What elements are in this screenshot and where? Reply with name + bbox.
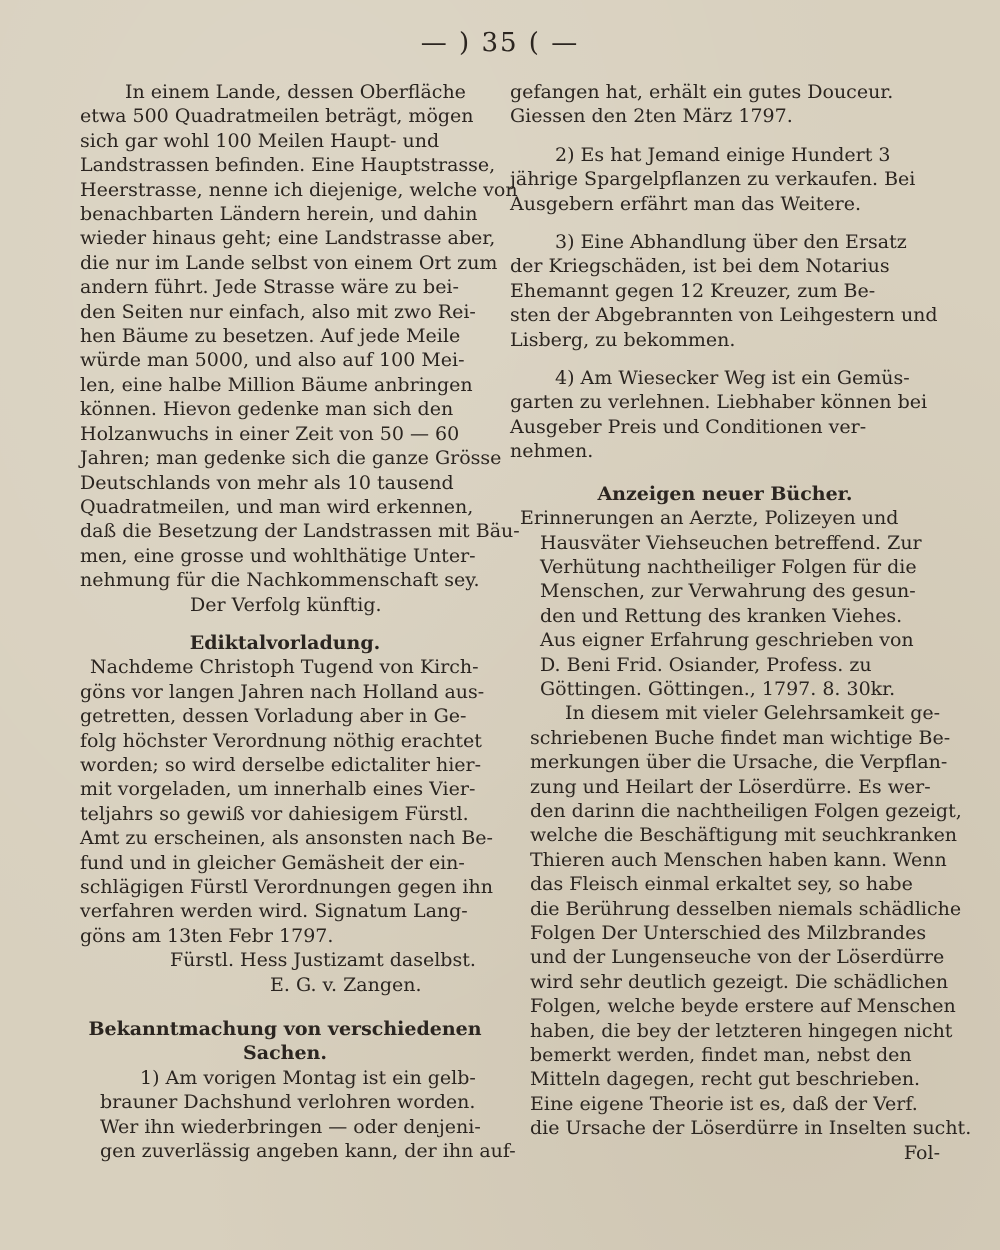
text-line: Amt zu erscheinen, als ansonsten nach Be- xyxy=(80,827,493,850)
book-title xyxy=(510,506,940,701)
text-line: Hausväter Viehseuchen betreffend. Zur xyxy=(540,531,922,554)
catchword: Fol- xyxy=(903,1141,940,1164)
notice-1-continuation xyxy=(510,80,940,129)
text-line: Mitteln dagegen, recht gut beschrieben. xyxy=(530,1068,921,1091)
text-line: getretten, dessen Vorladung aber in Ge- xyxy=(80,705,467,728)
text-line: wieder hinaus geht; eine Landstrasse aber, xyxy=(80,227,496,250)
text-line: welche die Beschäftigung mit seuchkranken xyxy=(530,824,958,847)
text-line: Deutschlands von mehr als 10 tausend xyxy=(80,471,454,494)
page-number: — ) 35 ( — xyxy=(420,28,580,58)
text-line: Jahren; man gedenke sich die ganze Grösse xyxy=(80,447,502,470)
text-line: worden; so wird derselbe edictaliter hier- xyxy=(80,753,482,776)
text-line: merkungen über die Ursache, die Verpflan- xyxy=(530,751,948,774)
book-review xyxy=(510,701,972,1140)
text-line: 1) Am vorigen Montag ist ein gelb- xyxy=(140,1066,476,1089)
text-line: 4) Am Wiesecker Weg ist ein Gemüs- xyxy=(555,367,910,390)
text-line: Thieren auch Menschen haben kann. Wenn xyxy=(530,848,947,871)
article-avenue-trees xyxy=(80,80,520,593)
text-line: In diesem mit vieler Gelehrsamkeit ge- xyxy=(565,702,941,725)
text-line: Giessen den 2ten März 1797. xyxy=(510,105,793,128)
text-line: mit vorgeladen, um innerhalb eines Vier- xyxy=(80,778,476,801)
text-line: gen zuverlässig angeben kann, der ihn auf- xyxy=(100,1140,516,1163)
text-line: D. Beni Frid. Osiander, Profess. zu xyxy=(540,653,872,676)
text-line: garten zu verlehnen. Liebhaber können bei xyxy=(510,391,928,414)
text-line: verfahren werden wird. Signatum Lang- xyxy=(80,900,468,923)
notice-2-text xyxy=(510,143,940,216)
text-line: Quadratmeilen, und man wird erkennen, xyxy=(80,495,474,518)
text-line: Ehemannt gegen 12 Kreuzer, zum Be- xyxy=(510,279,876,302)
text-line: Folgen, welche beyde erstere auf Menschen xyxy=(530,995,956,1018)
text-line: wird sehr deutlich gezeigt. Die schädlichen xyxy=(530,970,949,993)
text-line: nehmen. xyxy=(510,440,594,463)
text-line: die Berührung desselben niemals schädliche xyxy=(530,897,962,920)
text-line: len, eine halbe Million Bäume anbringen xyxy=(80,373,473,396)
edict-signature-office: Fürstl. Hess Justizamt daselbst. xyxy=(170,949,476,972)
text-line: der Kriegschäden, ist bei dem Notarius xyxy=(510,255,890,278)
notice-4-text xyxy=(510,366,940,464)
text-line: die Ursache der Löserdürre in Inselten sucht. xyxy=(530,1117,972,1140)
continuation-note: Der Verfolg künftig. xyxy=(190,593,382,616)
text-line: 2) Es hat Jemand einige Hundert 3 xyxy=(555,143,891,166)
books-heading: Anzeigen neuer Bücher. xyxy=(597,482,853,505)
notice-1-text xyxy=(80,1066,516,1164)
text-line: sten der Abgebrannten von Leihgestern und xyxy=(510,304,938,327)
notice-3-text xyxy=(510,230,940,352)
edict-signature-name: E. G. v. Zangen. xyxy=(270,973,422,996)
text-line: Landstrassen befinden. Eine Hauptstrasse, xyxy=(80,154,496,177)
text-line: die nur im Lande selbst von einem Ort zum xyxy=(80,251,498,274)
text-line: teljahrs so gewiß vor dahiesigem Fürstl. xyxy=(80,802,469,825)
text-line: Ausgebern erfährt man das Weitere. xyxy=(510,192,862,215)
text-line: Verhütung nachtheiliger Folgen für die xyxy=(540,555,917,578)
text-line: hen Bäume zu besetzen. Auf jede Meile xyxy=(80,325,461,348)
left-column xyxy=(80,80,520,1163)
text-line: den Seiten nur einfach, also mit zwo Rei- xyxy=(80,300,476,323)
text-line: Lisberg, zu bekommen. xyxy=(510,328,736,351)
text-line: folg höchster Verordnung nöthig erachtet xyxy=(80,729,482,752)
text-line: daß die Besetzung der Landstrassen mit Bäu- xyxy=(80,520,520,543)
text-line: das Fleisch einmal erkaltet sey, so habe xyxy=(530,873,913,896)
text-line: Göttingen. Göttingen., 1797. 8. 30kr. xyxy=(540,677,896,700)
text-line: göns vor langen Jahren nach Holland aus- xyxy=(80,680,485,703)
text-line: Ausgeber Preis und Conditionen ver- xyxy=(510,415,867,438)
text-line: etwa 500 Quadratmeilen beträgt, mögen xyxy=(80,105,474,128)
text-line: göns am 13ten Febr 1797. xyxy=(80,924,334,947)
text-line: den und Rettung des kranken Viehes. xyxy=(540,604,903,627)
text-line: zung und Heilart der Löserdürre. Es wer- xyxy=(530,775,931,798)
text-line: In einem Lande, dessen Oberfläche xyxy=(125,81,466,103)
text-line: nehmung für die Nachkommenschaft sey. xyxy=(80,569,480,592)
notice-heading-cont: Sachen. xyxy=(243,1042,327,1065)
text-line: Folgen Der Unterschied des Milzbrandes xyxy=(530,922,927,944)
text-line: bemerkt werden, findet man, nebst den xyxy=(530,1044,912,1067)
right-column xyxy=(510,80,972,1165)
text-line: würde man 5000, und also auf 100 Mei- xyxy=(80,349,465,372)
text-line: Menschen, zur Verwahrung des gesun- xyxy=(540,580,916,603)
text-line: haben, die bey der letzteren hingegen nicht xyxy=(530,1019,953,1042)
edict-heading: Ediktalvorladung. xyxy=(189,631,381,654)
text-line: Nachdeme Christoph Tugend von Kirch- xyxy=(90,656,479,679)
text-line: Holzanwuchs in einer Zeit von 50 — 60 xyxy=(80,422,460,445)
text-line: schlägigen Fürstl Verordnungen gegen ihn xyxy=(80,876,493,898)
text-line: jährige Spargelpflanzen zu verkaufen. Bei xyxy=(510,168,916,191)
text-line: den darinn die nachtheiligen Folgen gezeigt, xyxy=(530,799,962,822)
text-line: und der Lungenseuche von der Löserdürre xyxy=(530,946,945,969)
text-line: schriebenen Buche findet man wichtige Be- xyxy=(530,726,951,749)
text-line: brauner Dachshund verlohren worden. xyxy=(100,1091,476,1114)
text-line: Wer ihn wiederbringen — oder denjeni- xyxy=(100,1115,481,1138)
text-line: Aus eigner Erfahrung geschrieben von xyxy=(540,629,914,652)
notice-heading: Bekanntmachung von verschiedenen xyxy=(88,1018,482,1041)
text-line: Erinnerungen an Aerzte, Polizeyen und xyxy=(520,507,899,530)
edict-text xyxy=(80,655,493,948)
text-line: gefangen hat, erhält ein gutes Douceur. xyxy=(510,81,894,103)
text-line: Heerstrasse, nenne ich diejenige, welche von xyxy=(80,178,518,201)
text-line: men, eine grosse und wohlthätige Unter- xyxy=(80,544,476,567)
text-line: andern führt. Jede Strasse wäre zu bei- xyxy=(80,276,459,299)
text-line: benachbarten Ländern herein, und dahin xyxy=(80,203,478,226)
text-line: Eine eigene Theorie ist es, daß der Verf. xyxy=(530,1092,918,1115)
text-line: fund und in gleicher Gemäsheit der ein- xyxy=(80,851,465,874)
text-line: 3) Eine Abhandlung über den Ersatz xyxy=(555,231,907,254)
text-line: können. Hievon gedenke man sich den xyxy=(80,398,454,421)
text-line: sich gar wohl 100 Meilen Haupt- und xyxy=(80,129,440,152)
